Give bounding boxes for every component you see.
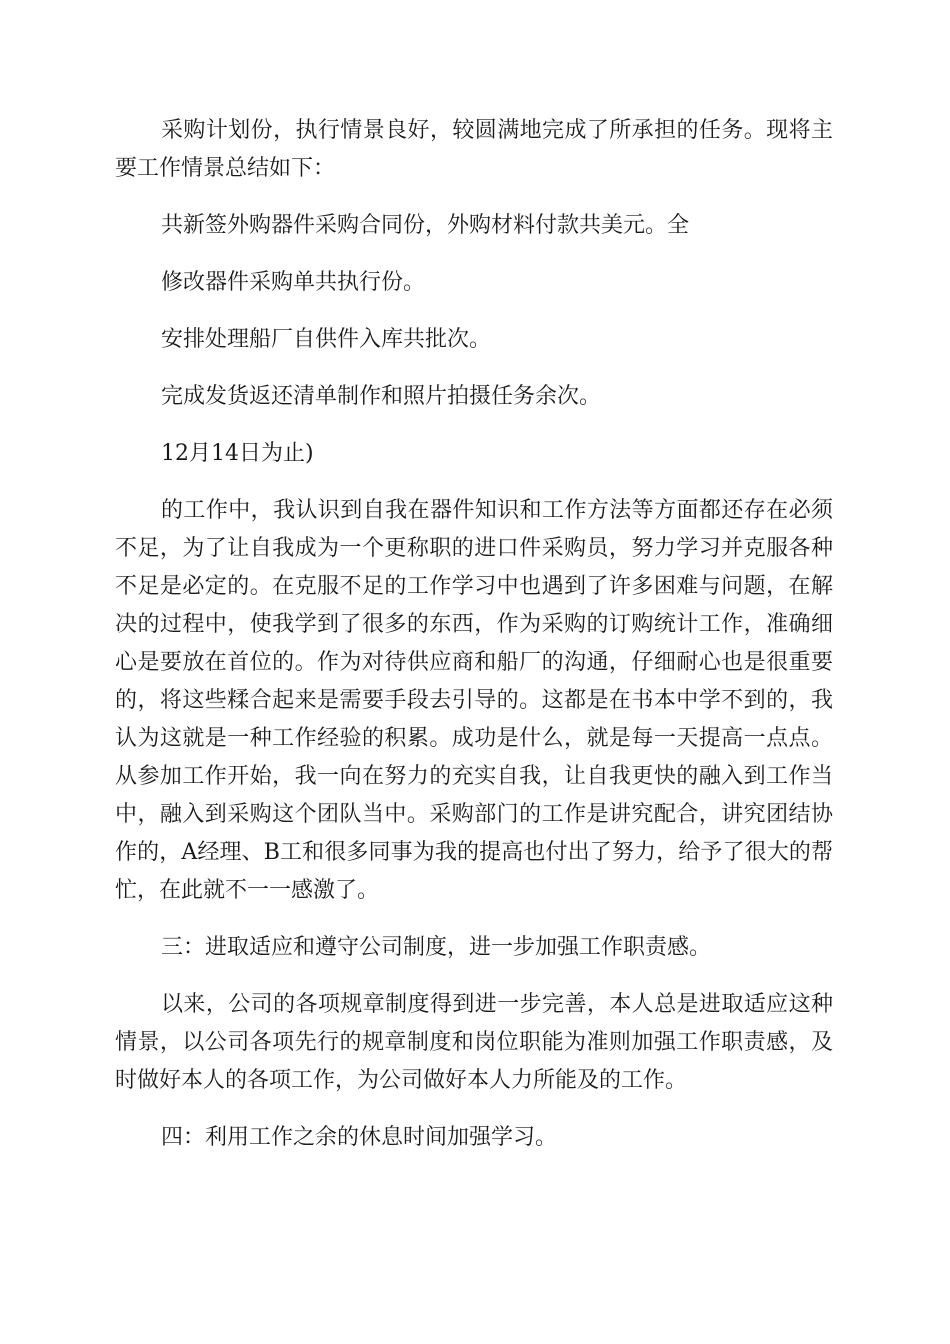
- paragraph-procurement-summary: 采购计划份，执行情景良好，较圆满地完成了所承担的任务。现将主要工作情景总结如下：: [115, 118, 833, 181]
- paragraph-new-contracts: 共新签外购器件采购合同份，外购材料付款共美元。全: [161, 213, 690, 238]
- paragraph-date-note: 12月14日为止): [161, 441, 314, 466]
- heading-section-four: 四：利用工作之余的休息时间加强学习。: [161, 1125, 558, 1150]
- paragraph-company-rules: 以来，公司的各项规章制度得到进一步完善，本人总是进取适应这种情景，以公司各项先行的规章制度和岗位职能为准则加强工作职责感，及时做好本人的各项工作，为公司做好本人力所能及的工作。: [115, 992, 833, 1093]
- document-body: [115, 112, 833, 1157]
- heading-section-three: 三：进取适应和遵守公司制度，进一步加强工作职责感。: [161, 935, 712, 960]
- paragraph-shipping-lists: 完成发货返还清单制作和照片拍摄任务余次。: [161, 384, 602, 409]
- paragraph-work-reflection: 的工作中，我认识到自我在器件知识和工作方法等方面都还存在必须不足，为了让自我成为一个更称职的进口件采购员，努力学习并克服各种不足是必定的。在克服不足的工作学习中也遇到了许多困难与问题，在解决的过程中，使我学到了很多的东西，作为采购的订购统计工作，准确细心是要放在首位的。作为对待供应商和船厂的沟通，仔细耐心也是很重要的，将这些糅合起来是需要手段去引导的。这都是在书本中学不到的，我认为这就是一种工作经验的积累。成功是什么，就是每一天提高一点点。从参加工作开始，我一向在努力的充实自我，让自我更快的融入到工作当中，融入到采购这个团队当中。采购部门的工作是讲究配合，讲究团结协作的，A经理、B工和很多同事为我的提高也付出了努力，给予了很大的帮忙，在此就不一一感激了。: [115, 498, 833, 903]
- paragraph-modified-orders: 修改器件采购单共执行份。: [161, 270, 426, 295]
- paragraph-shipyard-parts: 安排处理船厂自供件入库共批次。: [161, 327, 492, 352]
